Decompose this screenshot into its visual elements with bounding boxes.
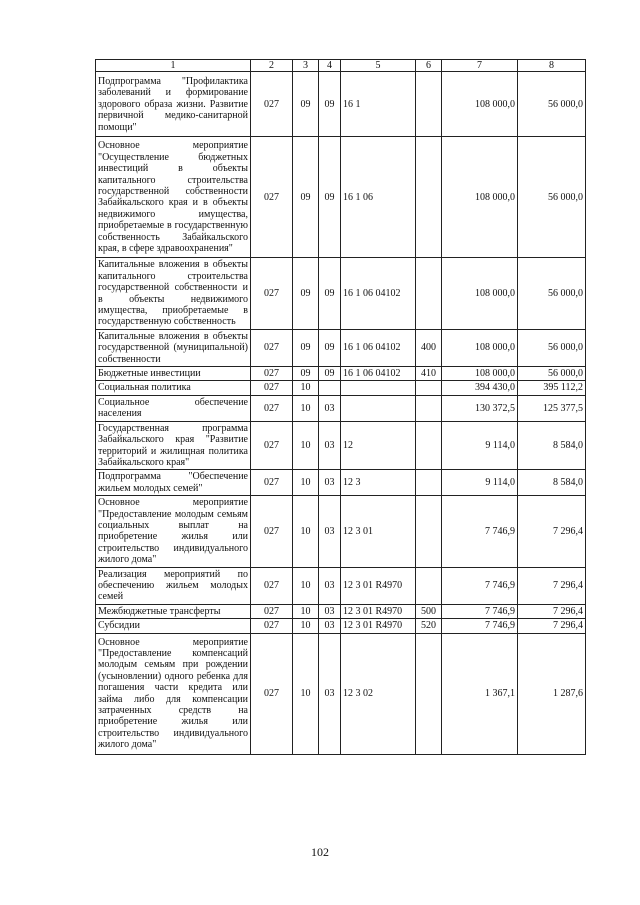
amount-year-1: 108 000,0 xyxy=(442,367,518,381)
section-code: 09 xyxy=(293,137,319,258)
target-article-code: 12 3 01 R4970 xyxy=(341,604,416,618)
expense-type-code xyxy=(416,72,442,137)
section-code: 09 xyxy=(293,367,319,381)
table-row xyxy=(96,619,586,633)
amount-year-1: 108 000,0 xyxy=(442,329,518,366)
row-name: Капитальные вложения в объекты капитального строительства государственной собственности и в объекты недвижимого имущества, приобретаемые в государственную собственность xyxy=(96,258,251,329)
header-row xyxy=(96,60,586,72)
row-name: Бюджетные инвестиции xyxy=(96,367,251,381)
ministry-code: 027 xyxy=(251,470,293,496)
subsection-code: 09 xyxy=(319,72,341,137)
column-header-6: 6 xyxy=(416,60,442,72)
column-header-1: 1 xyxy=(96,60,251,72)
amount-year-2: 56 000,0 xyxy=(518,72,586,137)
table-row xyxy=(96,395,586,421)
target-article-code: 16 1 06 04102 xyxy=(341,258,416,329)
amount-year-1: 7 746,9 xyxy=(442,619,518,633)
ministry-code: 027 xyxy=(251,604,293,618)
column-header-8: 8 xyxy=(518,60,586,72)
ministry-code: 027 xyxy=(251,395,293,421)
target-article-code: 16 1 06 04102 xyxy=(341,329,416,366)
expense-type-code: 520 xyxy=(416,619,442,633)
table-row xyxy=(96,496,586,567)
target-article-code: 12 3 xyxy=(341,470,416,496)
expense-type-code: 400 xyxy=(416,329,442,366)
target-article-code: 16 1 06 04102 xyxy=(341,367,416,381)
section-code: 10 xyxy=(293,567,319,604)
row-name: Субсидии xyxy=(96,619,251,633)
subsection-code: 03 xyxy=(319,633,341,754)
section-code: 10 xyxy=(293,395,319,421)
expense-type-code xyxy=(416,496,442,567)
ministry-code: 027 xyxy=(251,258,293,329)
subsection-code xyxy=(319,381,341,395)
subsection-code: 09 xyxy=(319,367,341,381)
expense-type-code: 410 xyxy=(416,367,442,381)
table-body xyxy=(96,72,586,754)
row-name: Основное мероприятие "Осуществление бюджетных инвестиций в объекты капитального строительства государственной собственности Забайкальского края и в объекты недвижимого имущества, приобретаемые в государственную собственность Забайкальского края, в сфере здравоохранения" xyxy=(96,137,251,258)
section-code: 10 xyxy=(293,619,319,633)
subsection-code: 03 xyxy=(319,604,341,618)
section-code: 10 xyxy=(293,496,319,567)
expense-type-code xyxy=(416,258,442,329)
table-row xyxy=(96,72,586,137)
column-header-2: 2 xyxy=(251,60,293,72)
ministry-code: 027 xyxy=(251,72,293,137)
budget-table xyxy=(95,59,586,755)
row-name: Основное мероприятие "Предоставление молодым семьям социальных выплат на приобретение жилья или строительство индивидуального жилого дома" xyxy=(96,496,251,567)
target-article-code: 12 3 01 R4970 xyxy=(341,619,416,633)
amount-year-2: 7 296,4 xyxy=(518,567,586,604)
table-row xyxy=(96,137,586,258)
expense-type-code xyxy=(416,567,442,604)
subsection-code: 09 xyxy=(319,137,341,258)
row-name: Подпрограмма "Профилактика заболеваний и формирование здорового образа жизни. Развитие первичной медико-санитарной помощи" xyxy=(96,72,251,137)
amount-year-1: 7 746,9 xyxy=(442,567,518,604)
row-name: Подпрограмма "Обеспечение жильем молодых семей" xyxy=(96,470,251,496)
section-code: 09 xyxy=(293,329,319,366)
amount-year-2: 56 000,0 xyxy=(518,367,586,381)
amount-year-1: 9 114,0 xyxy=(442,421,518,470)
amount-year-2: 8 584,0 xyxy=(518,421,586,470)
row-name: Социальная политика xyxy=(96,381,251,395)
amount-year-1: 108 000,0 xyxy=(442,258,518,329)
target-article-code: 12 3 02 xyxy=(341,633,416,754)
table-row xyxy=(96,258,586,329)
amount-year-2: 56 000,0 xyxy=(518,329,586,366)
ministry-code: 027 xyxy=(251,633,293,754)
ministry-code: 027 xyxy=(251,619,293,633)
amount-year-2: 56 000,0 xyxy=(518,137,586,258)
subsection-code: 09 xyxy=(319,258,341,329)
subsection-code: 09 xyxy=(319,329,341,366)
ministry-code: 027 xyxy=(251,567,293,604)
subsection-code: 03 xyxy=(319,470,341,496)
amount-year-2: 7 296,4 xyxy=(518,604,586,618)
amount-year-2: 8 584,0 xyxy=(518,470,586,496)
table-row xyxy=(96,633,586,754)
amount-year-2: 1 287,6 xyxy=(518,633,586,754)
amount-year-1: 394 430,0 xyxy=(442,381,518,395)
amount-year-1: 7 746,9 xyxy=(442,604,518,618)
column-header-7: 7 xyxy=(442,60,518,72)
target-article-code: 16 1 06 xyxy=(341,137,416,258)
row-name: Государственная программа Забайкальского края "Развитие территорий и жилищная политика Забайкальского края" xyxy=(96,421,251,470)
expense-type-code xyxy=(416,470,442,496)
column-header-4: 4 xyxy=(319,60,341,72)
table-row xyxy=(96,567,586,604)
ministry-code: 027 xyxy=(251,137,293,258)
page-number: 102 xyxy=(311,845,329,859)
section-code: 10 xyxy=(293,381,319,395)
amount-year-1: 1 367,1 xyxy=(442,633,518,754)
amount-year-1: 108 000,0 xyxy=(442,137,518,258)
section-code: 10 xyxy=(293,633,319,754)
row-name: Основное мероприятие "Предоставление компенсаций молодым семьям при рождении (усыновлении) одного ребенка для погашения части кредита или займа либо для компенсации затраченных средств на приобретение жилья или строительство индивидуального жилого дома" xyxy=(96,633,251,754)
amount-year-1: 130 372,5 xyxy=(442,395,518,421)
column-header-3: 3 xyxy=(293,60,319,72)
section-code: 10 xyxy=(293,470,319,496)
row-name: Реализация мероприятий по обеспечению жильем молодых семей xyxy=(96,567,251,604)
expense-type-code xyxy=(416,137,442,258)
subsection-code: 03 xyxy=(319,496,341,567)
section-code: 10 xyxy=(293,604,319,618)
target-article-code: 16 1 xyxy=(341,72,416,137)
subsection-code: 03 xyxy=(319,567,341,604)
row-name: Межбюджетные трансферты xyxy=(96,604,251,618)
expense-type-code xyxy=(416,395,442,421)
ministry-code: 027 xyxy=(251,381,293,395)
target-article-code: 12 xyxy=(341,421,416,470)
table-row xyxy=(96,604,586,618)
expense-type-code xyxy=(416,381,442,395)
section-code: 09 xyxy=(293,72,319,137)
row-name: Социальное обеспечение населения xyxy=(96,395,251,421)
table-row xyxy=(96,421,586,470)
section-code: 10 xyxy=(293,421,319,470)
amount-year-1: 9 114,0 xyxy=(442,470,518,496)
expense-type-code: 500 xyxy=(416,604,442,618)
target-article-code xyxy=(341,395,416,421)
expense-type-code xyxy=(416,633,442,754)
ministry-code: 027 xyxy=(251,329,293,366)
ministry-code: 027 xyxy=(251,421,293,470)
table-row xyxy=(96,367,586,381)
expense-type-code xyxy=(416,421,442,470)
amount-year-1: 108 000,0 xyxy=(442,72,518,137)
table-row xyxy=(96,381,586,395)
amount-year-1: 7 746,9 xyxy=(442,496,518,567)
ministry-code: 027 xyxy=(251,496,293,567)
amount-year-2: 56 000,0 xyxy=(518,258,586,329)
ministry-code: 027 xyxy=(251,367,293,381)
target-article-code: 12 3 01 R4970 xyxy=(341,567,416,604)
section-code: 09 xyxy=(293,258,319,329)
column-header-5: 5 xyxy=(341,60,416,72)
amount-year-2: 125 377,5 xyxy=(518,395,586,421)
table-row xyxy=(96,329,586,366)
subsection-code: 03 xyxy=(319,421,341,470)
subsection-code: 03 xyxy=(319,395,341,421)
amount-year-2: 7 296,4 xyxy=(518,496,586,567)
target-article-code: 12 3 01 xyxy=(341,496,416,567)
row-name: Капитальные вложения в объекты государственной (муниципальной) собственности xyxy=(96,329,251,366)
target-article-code xyxy=(341,381,416,395)
amount-year-2: 7 296,4 xyxy=(518,619,586,633)
subsection-code: 03 xyxy=(319,619,341,633)
amount-year-2: 395 112,2 xyxy=(518,381,586,395)
table-row xyxy=(96,470,586,496)
